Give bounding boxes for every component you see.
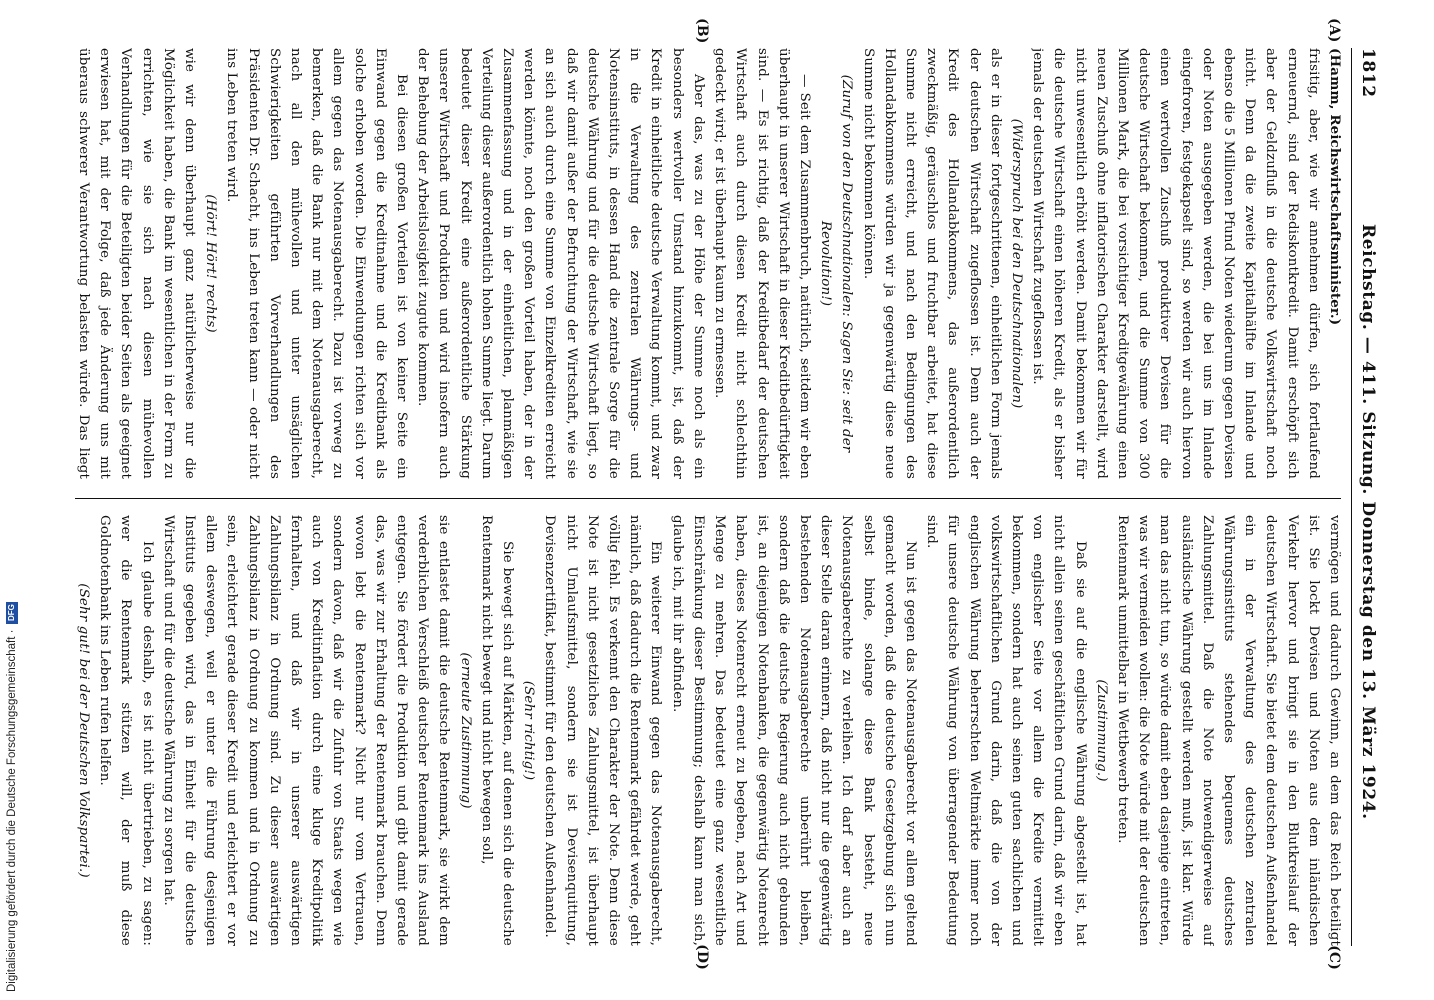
interjection: (Hört! Hört! rechts) [203,194,219,333]
digitization-credit [4,592,20,992]
paragraph: Sie bewegt sich auf Märkten, auf denen sich die deutsche Rentenmark nicht bewegt und nicht bewegen soll, [478,515,516,946]
paragraph: Ich glaube deshalb, es ist nicht übertrieben, zu sagen: wer die Rentenmark stützen will, der muß diese Goldnotenbank ins Leben rufen helfen. [97,515,155,946]
interjection: (Zuruf von den Deutschnationalen: Sagen Sie: seit der Revolution!) [818,74,855,453]
interjection: (erneute Zustimmung) [457,652,473,809]
paragraph: Nun ist gegen das Notenausgaberecht vor allem geltend gemacht worden, daß die deutsche Gesetzgebung sich nun selbst binde, solange diese Bank besteht, neue Notenausgaberechte zu verleihen. Ich darf aber auch an dieser Stelle daran erinnern, daß nicht nur die gegenwärtig bestehenden Notenausgaberechte unberührt bleiben, sondern daß die deutsche Regierung auch nicht gebunden ist, an diejenigen Notenbanken, die gegenwärtig Notenrecht haben, dieses Notenrecht erneut zu begeben, nach Art und Menge zu mehren. Das bedeutet eine ganz wesentliche Einschränkung dieser Bestimmung; deshalb kann man sich, glaube ich, mit ihr abfinden. [669,515,918,946]
margin-marker-b: (B) [694,18,710,44]
page-number: 1812 [1358,48,1378,98]
interjection: (Widerspruch bei den Deutschnationalen) [1008,118,1024,409]
credit-text: Digitalisierung gefördert durch die Deutsche Forschungsgemeinschaft · [6,629,18,992]
speaker-line: (Hamm, Reichswirtschaftsminister.) [1327,48,1343,326]
dfg-logo: DFG [6,602,18,624]
paragraph: Aber das, was zu der Höhe der Summe noch als ein besonders wertvoller Umstand hinzukommt, ist, daß der Kredit in einheitliche deutsche Verwaltung kommt, und zwar in die Verwaltung des zentralen Währungs- und Notensinstituts, in dessen Hand die zentrale Sorge für die deutsche Währung und für die deutsche Wirtschaft liegt, so daß wir damit außer der Befruchtung der Wirtschaft, wie sie an sich auch durch eine Summe von Einzelkrediten erreicht werden könnte, noch den großen Vorteil haben, der in der Zusammenfassung und in der einheitlichen, planmäßigen Verteilung dieser außerordentlich hohen Summe liegt. Darum bedeutet dieser Kredit eine außerordentliche Stärkung unserer Wirtschaft und Produktion und wird insofern auch der Behebung der Arbeitslosigkeit zugute kommen. [415,48,706,479]
margin-marker-d: (D) [694,944,710,970]
paragraph: Ein weiterer Einwand gegen das Notenausgaberecht, nämlich, daß dadurch die Rentenmark gefährdet werde, geht völlig fehl. Es verkennt den Charakter der Note. Denn diese Note ist nicht gesetzliches Zahlungsmittel, ist überhaupt nicht Umlaufsmittel, sondern sie ist Devisenquittung, Devisenzertifikat, bestimmt für den deutschen Außenhandel. [542,515,664,946]
page-title: Reichstag. — 411. Sitzung. Donnerstag den 13. März 1924. [1358,224,1378,820]
paragraph: als er in dieser fortgeschrittenen, einheitlichen Form jemals der deutschen Wirtschaft zugeflossen ist. Denn auch der Kredit des Hollandabkommens, das außerordentlich zweckmäßig, geräuschlos und fruchtbar arbeitet, hat diese Summe nicht erreicht, und nach den Bedingungen des Hollandabkommens würden wir ja gegenwärtig diese neue Summe nicht bekommen können. [860,48,1003,479]
right-column [75,497,1345,946]
page-header [1351,48,1378,946]
document-page [42,10,1392,970]
paragraph: vermögen und dadurch Gewinn, an dem das Reich beteiligt ist. Sie lockt Devisen und Noten aus dem inländischen Verkehr hervor und bringt sie in den Blutkreislauf der deutschen Wirtschaft. Sie bietet dem deutschen Außenhandel ein in der Verwaltung des deutschen zentralen Währungsinstituts stehendes bequemes deutsches Zahlungsmittel. Daß die Note notwendigerweise auf ausländische Währung gestellt werden muß, ist klar. Würde man das nicht tun, so würde damit eben dasjenige eintreten, was wir vermeiden wollen: die Note würde mit der deutschen Rentenmark unmittelbar in Wettbewerb treten. [1114,515,1342,946]
interjection: (Sehr gut! bei der Deutschen Volkspartei.) [76,583,92,878]
left-column [75,48,1345,497]
paragraph: sie entlastet damit die deutsche Rentenmark, sie wirkt dem verderblichen Verschleiß deutscher Rentenmark ins Ausland entgegen. Sie fördert die Produktion und gibt damit gerade das, was wir zur Erhaltung der Rentenmark brauchen. Denn wovon lebt die Rentenmark? Nicht nur vom Vertrauen, sondern davon, daß wir die Zufuhr von Staats wegen wie auch von Kreditinflation durch eine kluge Kreditpolitik fernhalten, und daß wir in unserer auswärtigen Zahlungsbilanz in Ordnung sind. Zu dieser auswärtigen Zahlungsbilanz in Ordnung zu kommen und in Ordnung zu sein, erleichtert gerade dieser Kredit und erleichtert er vor allem deswegen, weil er unter die Führung desjenigen Instituts gegeben wird, das in Einheit für die deutsche Wirtschaft und für die deutsche Währung zu sorgen hat. [160,515,452,946]
paragraph: Bei diesen großen Vorteilen ist von keiner Seite ein Einwand gegen die Kreditnahme und die Kreditbank als solche erhoben worden. Die Einwendungen richten sich vor allem gegen das Notenausgaberecht. Dazu ist vorweg zu bemerken, daß die Bank nur mit dem Notenausgaberecht, nach all den mühevollen und unter unsäglichen Schwierigkeiten geführten Vorverhandlungen des Präsidenten Dr. Schacht, ins Leben treten kann — oder nicht ins Leben treten wird. [224,48,410,479]
margin-marker-c: (C) [1326,945,1342,970]
interjection: (Sehr richtig!) [521,680,537,781]
paragraph: Daß sie auf die englische Währung abgestellt ist, hat nicht allein seinen geschäftlichen Grund darin, daß wir eben von englischer Seite vor allem die Kredite vermittelt bekommen, sondern hat auch seinen guten sachlichen und volkswirtschaftlichen Grund darin, daß die von der englischen Währung beherrschten Weltmärkte immer noch für unsere deutsche Währung von überragender Bedeutung sind. [924,515,1088,946]
paragraph: — Seit dem Zusammenbruch, natürlich, seitdem wir eben überhaupt in unserer Wirtschaft in dieser Kreditbedürftigkeit sind. — Es ist richtig, daß der Kreditbedarf der deutschen Wirtschaft auch durch diesen Kredit nicht schlechthin gedeckt wird; er ist überhaupt kaum zu ermessen. [712,48,812,479]
margin-marker-a: (A) [1326,18,1342,43]
paragraph: wie wir denn überhaupt ganz natürlicherweise nur die Möglichkeit haben, die Bank im wesentlichen in der Form zu errichten, wie sie sich nach diesen mühevollen Verhandlungen für die Beteiligten beider Seiten als geeignet erwiesen hat, mit der Folge, daß jede Änderung uns mit überaus schwerer Verantwortung belasten würde. Das liegt [76,48,198,479]
columns [75,48,1345,946]
interjection: (Zustimmung.) [1093,679,1109,782]
paragraph: frisitig, aber, wie wir annehmen dürfen, sich fortlaufend erneuernd, sind der Rediskontkredit. Damit erschöpft sich aber der Geldzufluß in die deutsche Volkswirtschaft noch nicht. Denn da die zweite Kapitalhälfte im Inlande und ebenso die 5 Millionen Pfund Noten wiederum gegen Devisen oder Noten ausgegeben werden, die bei uns im Inlande eingefroren, festgekapselt sind, so werden wir auch hiervon einen wertvollen Zuschuß produktiver Devisen für die deutsche Wirtschaft bekommen, und die Summe von 300 Millionen Mark, die bei vorsichtiger Kreditgewährung einen neuen Zuschuß ohne inflatorischen Charakter darstellt, wird nicht unwesentlich erhöht werden. Damit bekommen wir für die deutsche Wirtschaft einen höheren Kredit, als er bisher jemals der deutschen Wirtschaft zugeflossen ist. [1030,48,1321,479]
